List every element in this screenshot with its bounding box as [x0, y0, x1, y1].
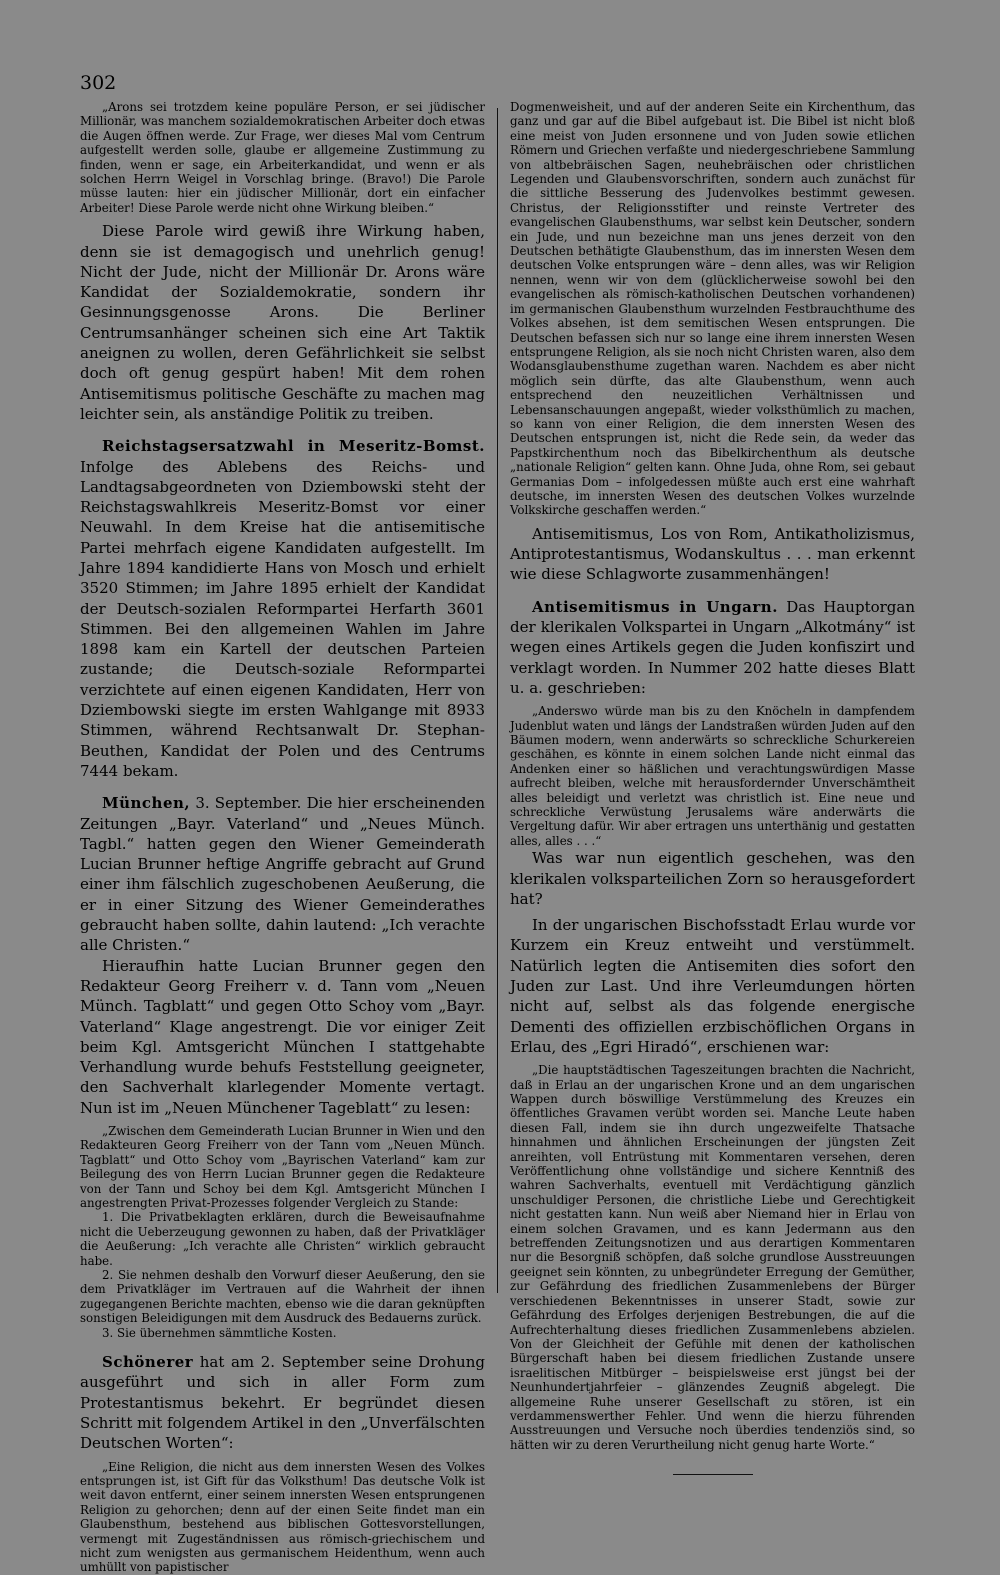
body-paragraph: In der ungarischen Bischofsstadt Erlau wurde vor Kurzem ein Kreuz entweiht und verstümmelt. Natürlich legten die Antisemiten dies sofort den Juden zur Last. Und ihre Verleumdungen hörten nicht auf, selbst als das folgende energische Dementi des offiziellen erzbischöflichen Organs in Erlau, des „Egri Hiradó“, erschienen war: [510, 916, 915, 1056]
article-heading: Reichstagsersatzwahl in Meseritz-Bomst. [102, 437, 485, 456]
quote-paragraph: „Zwischen dem Gemeinderath Lucian Brunner in Wien und den Redakteuren Georg Freiherr von der Tann vom „Neuen Münch. Tagblatt“ und Otto Schoy vom „Bayrischen Vaterland“ kam zur Beilegung des von Herrn Lucian Brunner gegen die Redakteure von der Tann und Schoy bei dem Kgl. Amtsgericht München I angestrengten Privat-Prozesses folgender Vergleich zu Stande: [80, 1124, 485, 1211]
quote-paragraph: Dogmenweisheit, und auf der anderen Seite ein Kirchenthum, das ganz und gar auf die Bibel aufgebaut ist. Die Bibel ist nicht bloß eine meist von Juden ersonnene und von Juden sowie etlichen Römern und Griechen verfaßte und niedergeschriebene Sammlung von altbebräischen Sagen, neuhebräischen oder christlichen Legenden und Glaubensvorschriften, sondern auch zunächst für die sittliche Besserung des Judenvolkes bestimmt gewesen. Christus, der Religionsstifter und reinste Vertreter des evangelischen Glaubensthums, war selbst kein Deutscher, sondern ein Jude, und nun bezeichne man uns jenes derzeit von den Deutschen bethätigte Glaubensthum, das im innersten Wesen dem deutschen Volke entsprungen wäre – denn alles, was wir Religion nennen, wenn wir von dem (glücklicherweise sowohl bei den evangelischen als römisch-katholischen Deutschen vorhandenen) im germanischen Glaubensthum wurzelnden Festbrauchthume des Volkes absehen, ist dem semitischen Wesen entsprungen. Die Deutschen befassen sich nur so lange eine ihrem innersten Wesen entsprungene Religion, als sie noch nicht Christen waren, also dem Wodansglaubensthume zugethan waren. Nachdem es aber nicht möglich sein dürfte, das alte Glaubensthum, wenn auch entsprechend den neuzeitlichen Verhältnissen und Lebensanschauungen angepaßt, wieder volksthümlich zu machen, so kann von einer Religion, die dem innersten Wesen des Deutschen entsprungen ist, nicht die Rede sein, da weder das Papstkirchenthum noch das Bibelkirchenthum als deutsche „nationale Religion“ gelten kann. Ohne Juda, ohne Rom, sei gebaut Germanias Dom – infolgedessen müßte auch erst eine wahrhaft deutsche, im innersten Wesen des deutschen Volkes wurzelnde Volkskirche geschaffen werden.“ [510, 100, 915, 518]
article-paragraph [510, 597, 915, 698]
article-paragraph [80, 436, 485, 781]
left-column [80, 100, 485, 1575]
article-heading: Schönerer [102, 1353, 194, 1372]
article-text: hat am 2. September seine Drohung ausgeführt und sich in aller Form zum Protestantismus bekehrt. Er begründet diesen Schritt mit folgendem Artikel in den „Unverfälschten Deutschen Worten“: [80, 1353, 485, 1453]
end-rule [673, 1474, 753, 1475]
quote-paragraph: 1. Die Privatbeklagten erklären, durch die Beweisaufnahme nicht die Ueberzeugung gewonnen zu haben, daß der Privatkläger die Aeußerung: „Ich verachte alle Christen“ wirklich gebraucht habe. [80, 1210, 485, 1268]
article-heading: München, [102, 794, 191, 813]
article-heading: Antisemitismus in Ungarn. [532, 597, 778, 616]
article-paragraph [80, 793, 485, 955]
article-text: Infolge des Ablebens des Reichs- und Landtagsabgeordneten von Dziembowski steht der Reichstagswahlkreis Meseritz-Bomst vor einer Neuwahl. In dem Kreise hat die antisemitische Partei mehrfach eigene Kandidaten aufgestellt. Im Jahre 1894 kandidierte Hans von Mosch und erhielt 3520 Stimmen; im Jahre 1895 erhielt der Kandidat der Deutsch-sozialen Reformpartei Herfarth 3601 Stimmen. Bei den allgemeinen Wahlen im Jahre 1898 kam ein Kartell der deutschen Parteien zustande; die Deutsch-soziale Reformpartei verzichtete auf einen eigenen Kandidaten, Herr von Dziembowski siegte im ersten Wahlgange mit 8933 Stimmen, während Rechtsanwalt Dr. Stephan-Beuthen, Kandidat der Polen und des Centrums 7444 bekam. [80, 457, 485, 780]
article-paragraph [80, 1352, 485, 1453]
quote-paragraph: 3. Sie übernehmen sämmtliche Kosten. [102, 1325, 337, 1340]
column-divider [497, 108, 498, 1293]
quote-paragraph: „Die hauptstädtischen Tageszeitungen brachten die Nachricht, daß in Erlau an der ungarischen Krone und an dem ungarischen Wappen durch böswillige Verstümmelung des Kreuzes ein öffentliches Gravamen verübt worden sei. Manche Leute haben diesen Fall, indem sie ihn durch ungezweifelte Thatsache hinnahmen und ähnlichen Erscheinungen der jüngsten Zeit anreihten, voll Entrüstung mit Kommentaren versehen, deren Veröffentlichung ohne vollständige und sichere Kenntniß des wahren Sachverhalts, eventuell mit Verdächtigung gänzlich unschuldiger Personen, die christliche Liebe und Gerechtigkeit nicht gestatten kann. Nun weiß aber Niemand hier in Erlau von einem solchen Gravamen, und es kann Jedermann aus den betreffenden Zeitungsnotizen und aus derartigen Kommentaren nur die Besorgniß schöpfen, daß solche grundlose Ausstreuungen geeignet sein könnten, zu unbegründeter Erregung der Gemüther, zur Gefährdung des friedlichen Zusammenlebens der Bürger verschiedenen Bekenntnisses in unserer Stadt, sowie zur Gefährdung des Erfolges derjenigen Bestrebungen, die auf die Aufrechterhaltung dieses friedlichen Zusammenlebens abzielen. Von der Gleichheit der Gefühle mit denen der katholischen Bürgerschaft haben bei diesem friedlichen Zustande unsere israelitischen Mitbürger – beispielsweise erst jüngst bei der Neunhundertjahrfeier – glänzendes Zeugniß abgelegt. Die allgemeine Ruhe unserer Gesellschaft zu stören, ist ein verdammenswerther Fehler. Und wenn die hierzu führenden Ausstreuungen und Versuche noch überdies tendenziös sind, so hätten wir zu deren Verurtheilung nicht genug harte Worte.“ [510, 1063, 915, 1452]
page-number: 302 [80, 72, 117, 94]
article-text: Das Hauptorgan der klerikalen Volkspartei in Ungarn „Alkotmány“ ist wegen eines Artikels gegen die Juden konfiszirt und verklagt worden. In Nummer 202 hatte dieses Blatt u. a. geschrieben: [510, 597, 916, 697]
right-column [510, 100, 915, 1475]
quote-paragraph: „Eine Religion, die nicht aus dem innersten Wesen des Volkes entsprungen ist, ist Gift für das Volksthum! Das deutsche Volk ist weit davon entfernt, einer seinem innersten Wesen entsprungenen Religion zu gehorchen; denn auf der einen Seite findet man ein Glaubensthum, bestehend aus biblischen Gottesvorstellungen, vermengt mit Zugeständnissen aus römisch-griechischem und nicht zum wenigsten aus germanischem Heidenthum, wenn auch umhüllt von papistischer [80, 1459, 485, 1575]
body-paragraph: Diese Parole wird gewiß ihre Wirkung haben, denn sie ist demagogisch und unehrlich genug! Nicht der Jude, nicht der Millionär Dr. Arons wäre Kandidat der Sozialdemokratie, sondern ihr Gesinnungsgenosse Arons. Die Berliner Centrumsanhänger scheinen sich eine Art Taktik aneignen zu wollen, deren Gefährlichkeit sie selbst doch oft genug gespürt haben! Mit dem rohen Antisemitismus politische Geschäfte zu machen mag leichter sein, als anständige Politik zu treiben. [80, 222, 485, 423]
quote-paragraph: „Anderswo würde man bis zu den Knöcheln in dampfendem Judenblut waten und längs der Landstraßen würden Juden auf den Bäumen modern, wenn anderwärts so schreckliche Schurkereien geschähen, es könnte in einem solchen Lande nicht einmal das Andenken einer so häßlichen und verachtungswürdigen Masse aufrecht bleiben, welche mit herausfordernder Unverschämtheit alles beleidigt und verletzt was christlich ist. Eine neue und schreckliche Verwüstung Jerusalems wäre anderwärts die Vergeltung dafür. Wir aber ertragen uns unterthänig und gestatten alles, alles . . .“ [510, 704, 915, 848]
body-paragraph: Was war nun eigentlich geschehen, was den klerikalen volksparteilichen Zorn so herausgefordert hat? [510, 849, 915, 908]
article-text: 3. September. Die hier erscheinenden Zeitungen „Bayr. Vaterland“ und „Neues Münch. Tagbl.“ hatten gegen den Wiener Gemeinderath Lucian Brunner heftige Angriffe gebracht auf Grund einer ihm fälschlich zugeschobenen Aeußerung, die er in einer Sitzung des Wiener Gemeinderathes gebraucht haben sollte, dahin lautend: „Ich verachte alle Christen.“ [80, 794, 485, 955]
body-paragraph: Antisemitismus, Los von Rom, Antikatholizismus, Antiprotestantismus, Wodanskultus . . . man erkennt wie diese Schlagworte zusammenhängen! [510, 524, 915, 584]
quote-paragraph: „Arons sei trotzdem keine populäre Person, er sei jüdischer Millionär, was manchem sozialdemokratischen Arbeiter doch etwas die Augen öffnen werde. Zur Frage, wer dieses Mal vom Centrum aufgestellt werden solle, glaube er allgemeine Zustimmung zu finden, wenn er sage, ein Arbeiterkandidat, und wenn er als solchen Herrn Weigel in Vorschlag bringe. (Bravo!) Die Parole müsse lauten: hier ein jüdischer Millionär, dort ein einfacher Arbeiter! Diese Parole werde nicht ohne Wirkung bleiben.“ [80, 100, 485, 215]
body-paragraph: Hieraufhin hatte Lucian Brunner gegen den Redakteur Georg Freiherr v. d. Tann vom „Neuen Münch. Tagblatt“ und gegen Otto Schoy vom „Bayr. Vaterland“ Klage angestrengt. Die vor einiger Zeit beim Kgl. Amtsgericht München I stattgehabte Verhandlung wurde behufs Feststellung geeigneter, den Sachverhalt klarlegender Momente vertagt. Nun ist im „Neuen Münchener Tageblatt“ zu lesen: [80, 956, 485, 1117]
quote-paragraph: 2. Sie nehmen deshalb den Vorwurf dieser Aeußerung, den sie dem Privatkläger im Vertrauen auf die Wahrheit der ihnen zugegangenen Berichte machten, ebenso wie die daran geknüpften sonstigen Beleidigungen mit dem Ausdruck des Bedauerns zurück. [80, 1268, 485, 1326]
